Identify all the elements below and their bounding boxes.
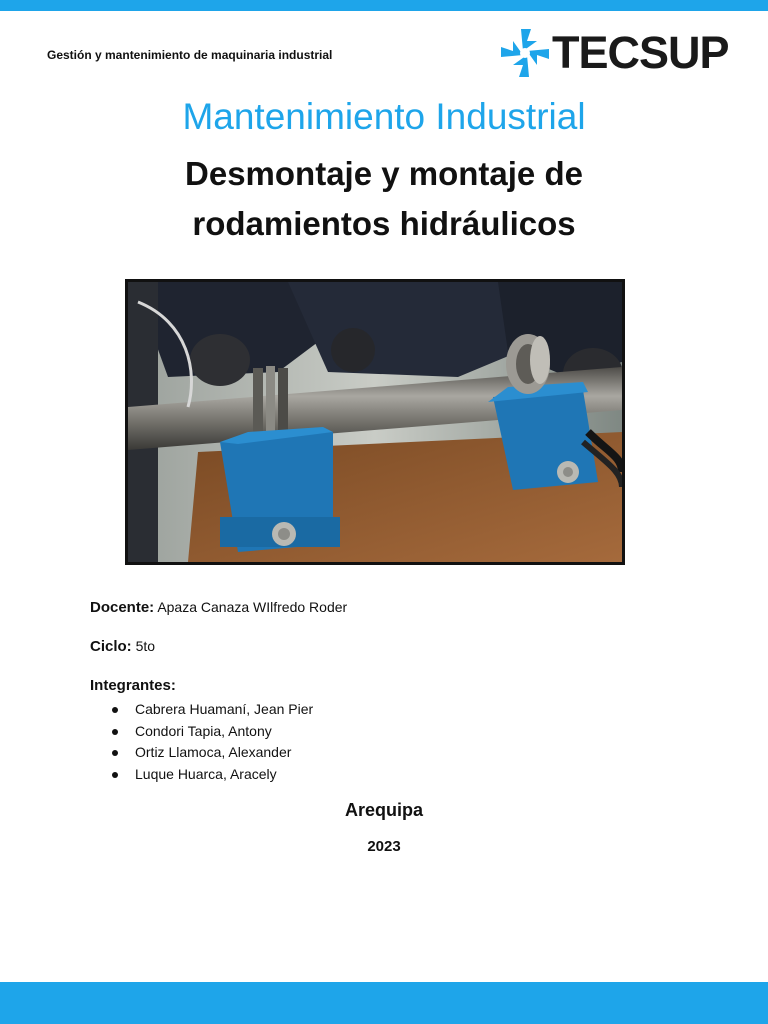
teacher-value: Apaza Canaza WIlfredo Roder (157, 599, 348, 615)
bearing-assembly-illustration (128, 282, 622, 562)
members-label: Integrantes: (90, 677, 176, 694)
cycle-line (90, 638, 155, 655)
members-heading (90, 677, 176, 694)
subject-title: Mantenimiento Industrial (182, 96, 586, 137)
list-item (112, 742, 313, 764)
title-line-1: Desmontaje y montaje de (185, 155, 583, 192)
bullet-icon (112, 772, 118, 778)
top-accent-band (0, 0, 768, 11)
members-list (112, 699, 313, 785)
teacher-line (90, 599, 347, 616)
document-title (0, 149, 768, 249)
course-header: Gestión y mantenimiento de maquinaria industrial (47, 48, 333, 62)
bullet-icon (112, 707, 118, 713)
cover-photo (125, 279, 625, 565)
cycle-value: 5to (135, 638, 156, 654)
tecsup-logo (498, 26, 729, 80)
bottom-accent-band (0, 982, 768, 1024)
cycle-label: Ciclo: (90, 638, 132, 655)
tecsup-logo-text: TECSUP (552, 27, 729, 78)
bullet-icon (112, 750, 118, 756)
list-item (112, 764, 313, 786)
member-name: Condori Tapia, Antony (135, 722, 272, 739)
member-name: Ortiz Llamoca, Alexander (135, 744, 292, 760)
title-line-2: rodamientos hidráulicos (192, 205, 576, 242)
member-name: Cabrera Huamaní, Jean Pier (135, 701, 314, 717)
list-item (112, 699, 313, 721)
tecsup-logo-icon (498, 26, 552, 80)
bullet-icon (112, 729, 118, 735)
teacher-label: Docente: (90, 599, 155, 616)
city: Arequipa (344, 800, 423, 820)
year: 2023 (367, 838, 401, 855)
member-name: Luque Huarca, Aracely (135, 765, 277, 782)
list-item (112, 721, 313, 743)
